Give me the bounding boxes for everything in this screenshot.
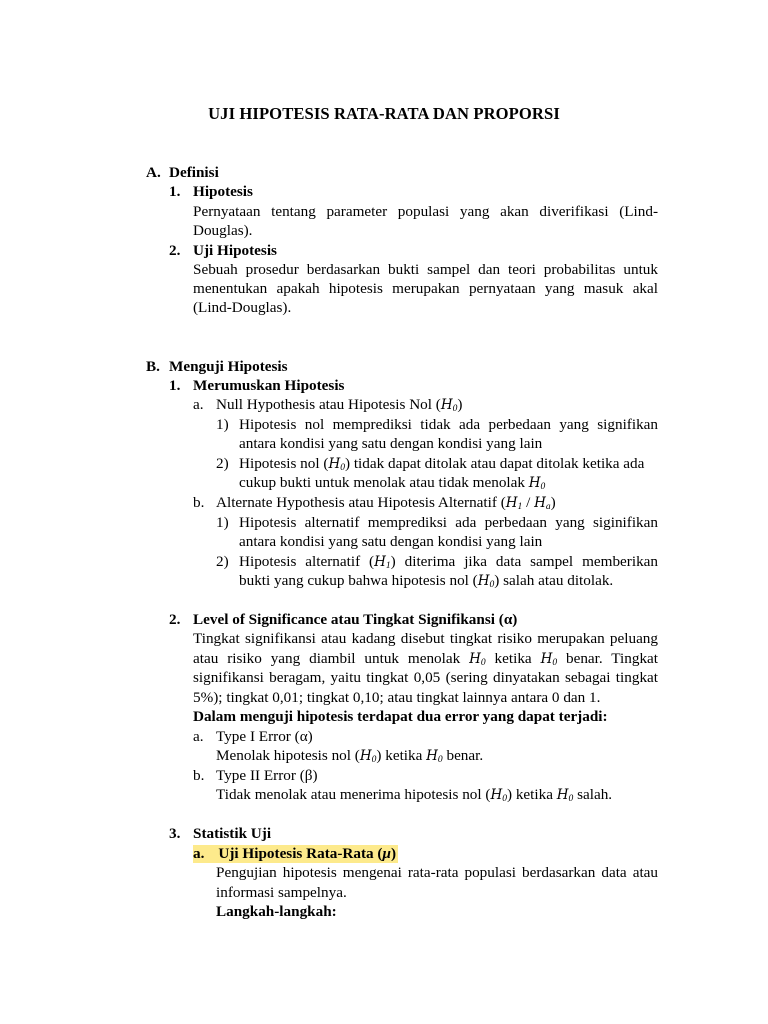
b2-body-line3: signifikansi beragam, yaitu tingkat 0,05 (sering dinyatakan sebagai tingkat <box>193 669 658 686</box>
a1-number: 1. <box>169 183 181 200</box>
h0-symbol: H <box>528 475 541 491</box>
h0-subscript: 0 <box>540 482 546 492</box>
b2b-body-b: ) ketika <box>506 786 557 803</box>
b1b-p1-line1: Hipotesis alternatif memprediksi ada perbedaan yang siginifikan <box>239 514 658 531</box>
b3a-title-close: ) <box>390 845 396 862</box>
b1b-p2-text-b: ) diterima jika data sampel memberikan <box>390 553 658 570</box>
b2b-body <box>216 785 612 809</box>
a2-body-line1: Sebuah prosedur berdasarkan bukti sampel dan teori probabilitas untuk <box>193 261 658 278</box>
b1b-title-text: Alternate Hypothesis atau Hipotesis Alternatif ( <box>216 494 506 511</box>
b1b-p1-number: 1) <box>216 514 229 531</box>
b3-heading: Statistik Uji <box>193 825 272 842</box>
h1-symbol: H <box>505 495 518 511</box>
h1-subscript: 1 <box>517 502 523 512</box>
b2-body-line2-b: ketika <box>485 650 541 667</box>
b2-body-line1: Tingkat signifikansi atau kadang disebut tingkat risiko merupakan peluang <box>193 630 658 647</box>
page-title: UJI HIPOTESIS RATA-RATA DAN PROPORSI <box>208 104 560 123</box>
b1b-label: b. <box>193 494 205 511</box>
b3a-steps-heading: Langkah-langkah: <box>216 903 337 920</box>
b3-number: 3. <box>169 825 181 842</box>
a2-body-line2: menentukan apakah hipotesis merupakan pernyataan yang masuk akal <box>193 280 658 297</box>
b1a-label: a. <box>193 396 204 413</box>
b1b-p2-line2-b: ) salah atau ditolak. <box>494 572 614 589</box>
ha-symbol: H <box>534 495 546 511</box>
h0-symbol: H <box>426 748 438 764</box>
b1a-p2-text-b: ) tidak dapat ditolak atau dapat ditolak ketika ada <box>344 455 645 472</box>
b1a-p1-number: 1) <box>216 416 229 433</box>
b1a-p1-line2: antara kondisi yang satu dengan kondisi yang lain <box>239 435 543 452</box>
h0-symbol: H <box>540 651 553 667</box>
h0-symbol: H <box>469 651 481 667</box>
a1-body-line2: Douglas). <box>193 222 253 239</box>
b3a-label: a. <box>193 845 205 862</box>
b1b-p2-text-a: Hipotesis alternatif ( <box>239 553 375 570</box>
a2-number: 2. <box>169 242 181 259</box>
h0-subscript: 0 <box>437 755 443 765</box>
b1b-title-close: ) <box>550 494 556 511</box>
section-b-heading: Menguji Hipotesis <box>169 358 288 375</box>
b1b-p1-line2: antara kondisi yang satu dengan kondisi yang lain <box>239 533 543 550</box>
b1b-p2-number: 2) <box>216 553 229 570</box>
b3a-highlighted-heading <box>193 844 398 863</box>
b2a-label: a. <box>193 728 204 745</box>
b1a-p2-line2-text: cukup bukti untuk menolak atau tidak menolak <box>239 474 529 491</box>
h0-subscript: 0 <box>489 580 495 590</box>
highlight-mark <box>193 845 398 863</box>
b2-body-line2-c: benar. Tingkat <box>557 650 659 667</box>
section-a-heading: Definisi <box>169 164 219 181</box>
h0-subscript: 0 <box>502 794 507 804</box>
b1a-title-text: Null Hypothesis atau Hipotesis Nol ( <box>216 396 441 413</box>
h0-symbol: H <box>556 787 569 803</box>
a1-heading: Hipotesis <box>193 183 253 200</box>
mu-symbol: μ <box>382 845 391 862</box>
a2-body-line3: (Lind-Douglas). <box>193 299 292 316</box>
b1b-p2-line2-a: bukti yang cukup bahwa hipotesis nol ( <box>239 572 478 589</box>
h0-subscript: 0 <box>452 404 458 414</box>
a1-body-line1: Pernyataan tentang parameter populasi yang akan diverifikasi (Lind- <box>193 203 658 220</box>
b1a-p2-number: 2) <box>216 455 229 472</box>
b2a-body-a: Menolak hipotesis nol ( <box>216 747 360 764</box>
h0-subscript: 0 <box>340 463 345 473</box>
a2-heading: Uji Hipotesis <box>193 242 277 259</box>
b3a-body-line1: Pengujian hipotesis mengenai rata-rata populasi berdasarkan data atau <box>216 864 658 881</box>
b2-number: 2. <box>169 611 181 628</box>
b2-errors-heading: Dalam menguji hipotesis terdapat dua error yang dapat terjadi: <box>193 708 608 725</box>
h0-subscript: 0 <box>480 658 486 668</box>
b3a-title: Uji Hipotesis Rata-Rata ( <box>218 845 383 862</box>
h1-subscript: 1 <box>385 561 391 571</box>
section-b-label: B. <box>146 358 160 375</box>
b2a-body-b: ) ketika <box>376 747 427 764</box>
h0-subscript: 0 <box>371 755 377 765</box>
h0-subscript: 0 <box>552 658 558 668</box>
h0-subscript: 0 <box>568 794 574 804</box>
section-a-label: A. <box>146 164 161 181</box>
h0-symbol: H <box>490 787 503 803</box>
b2-heading: Level of Significance atau Tingkat Signifikansi (α) <box>193 611 518 628</box>
b2b-title: Type II Error (β) <box>216 767 318 784</box>
b1-number: 1. <box>169 377 181 394</box>
b2b-body-c: salah. <box>573 786 613 803</box>
b3a-body-line2: informasi sampelnya. <box>216 884 347 901</box>
b2-body-line2-a: atau risiko yang diambil untuk menolak <box>193 650 470 667</box>
h0-symbol: H <box>477 573 490 589</box>
h1-symbol: H <box>374 554 386 570</box>
h0-symbol: H <box>359 748 372 764</box>
b1a-p1-line1: Hipotesis nol memprediksi tidak ada perbedaan yang signifikan <box>239 416 658 433</box>
b2a-body-c: benar. <box>442 747 484 764</box>
b1-heading: Merumuskan Hipotesis <box>193 377 345 394</box>
b1b-p2-line2 <box>239 571 613 595</box>
b2a-title: Type I Error (α) <box>216 728 313 745</box>
b2b-body-a: Tidak menolak atau menerima hipotesis nol ( <box>216 786 491 803</box>
b2b-label: b. <box>193 767 205 784</box>
slash: / <box>522 494 535 511</box>
b1a-p2-text-a: Hipotesis nol ( <box>239 455 329 472</box>
ha-subscript: a <box>545 502 551 512</box>
h0-symbol: H <box>440 397 453 413</box>
b1a-title-close: ) <box>457 396 463 413</box>
h0-symbol: H <box>328 456 341 472</box>
b2-body-line4: 5%); tingkat 0,01; tingkat 0,10; atau tingkat lainnya antara 0 dan 1. <box>193 689 601 706</box>
